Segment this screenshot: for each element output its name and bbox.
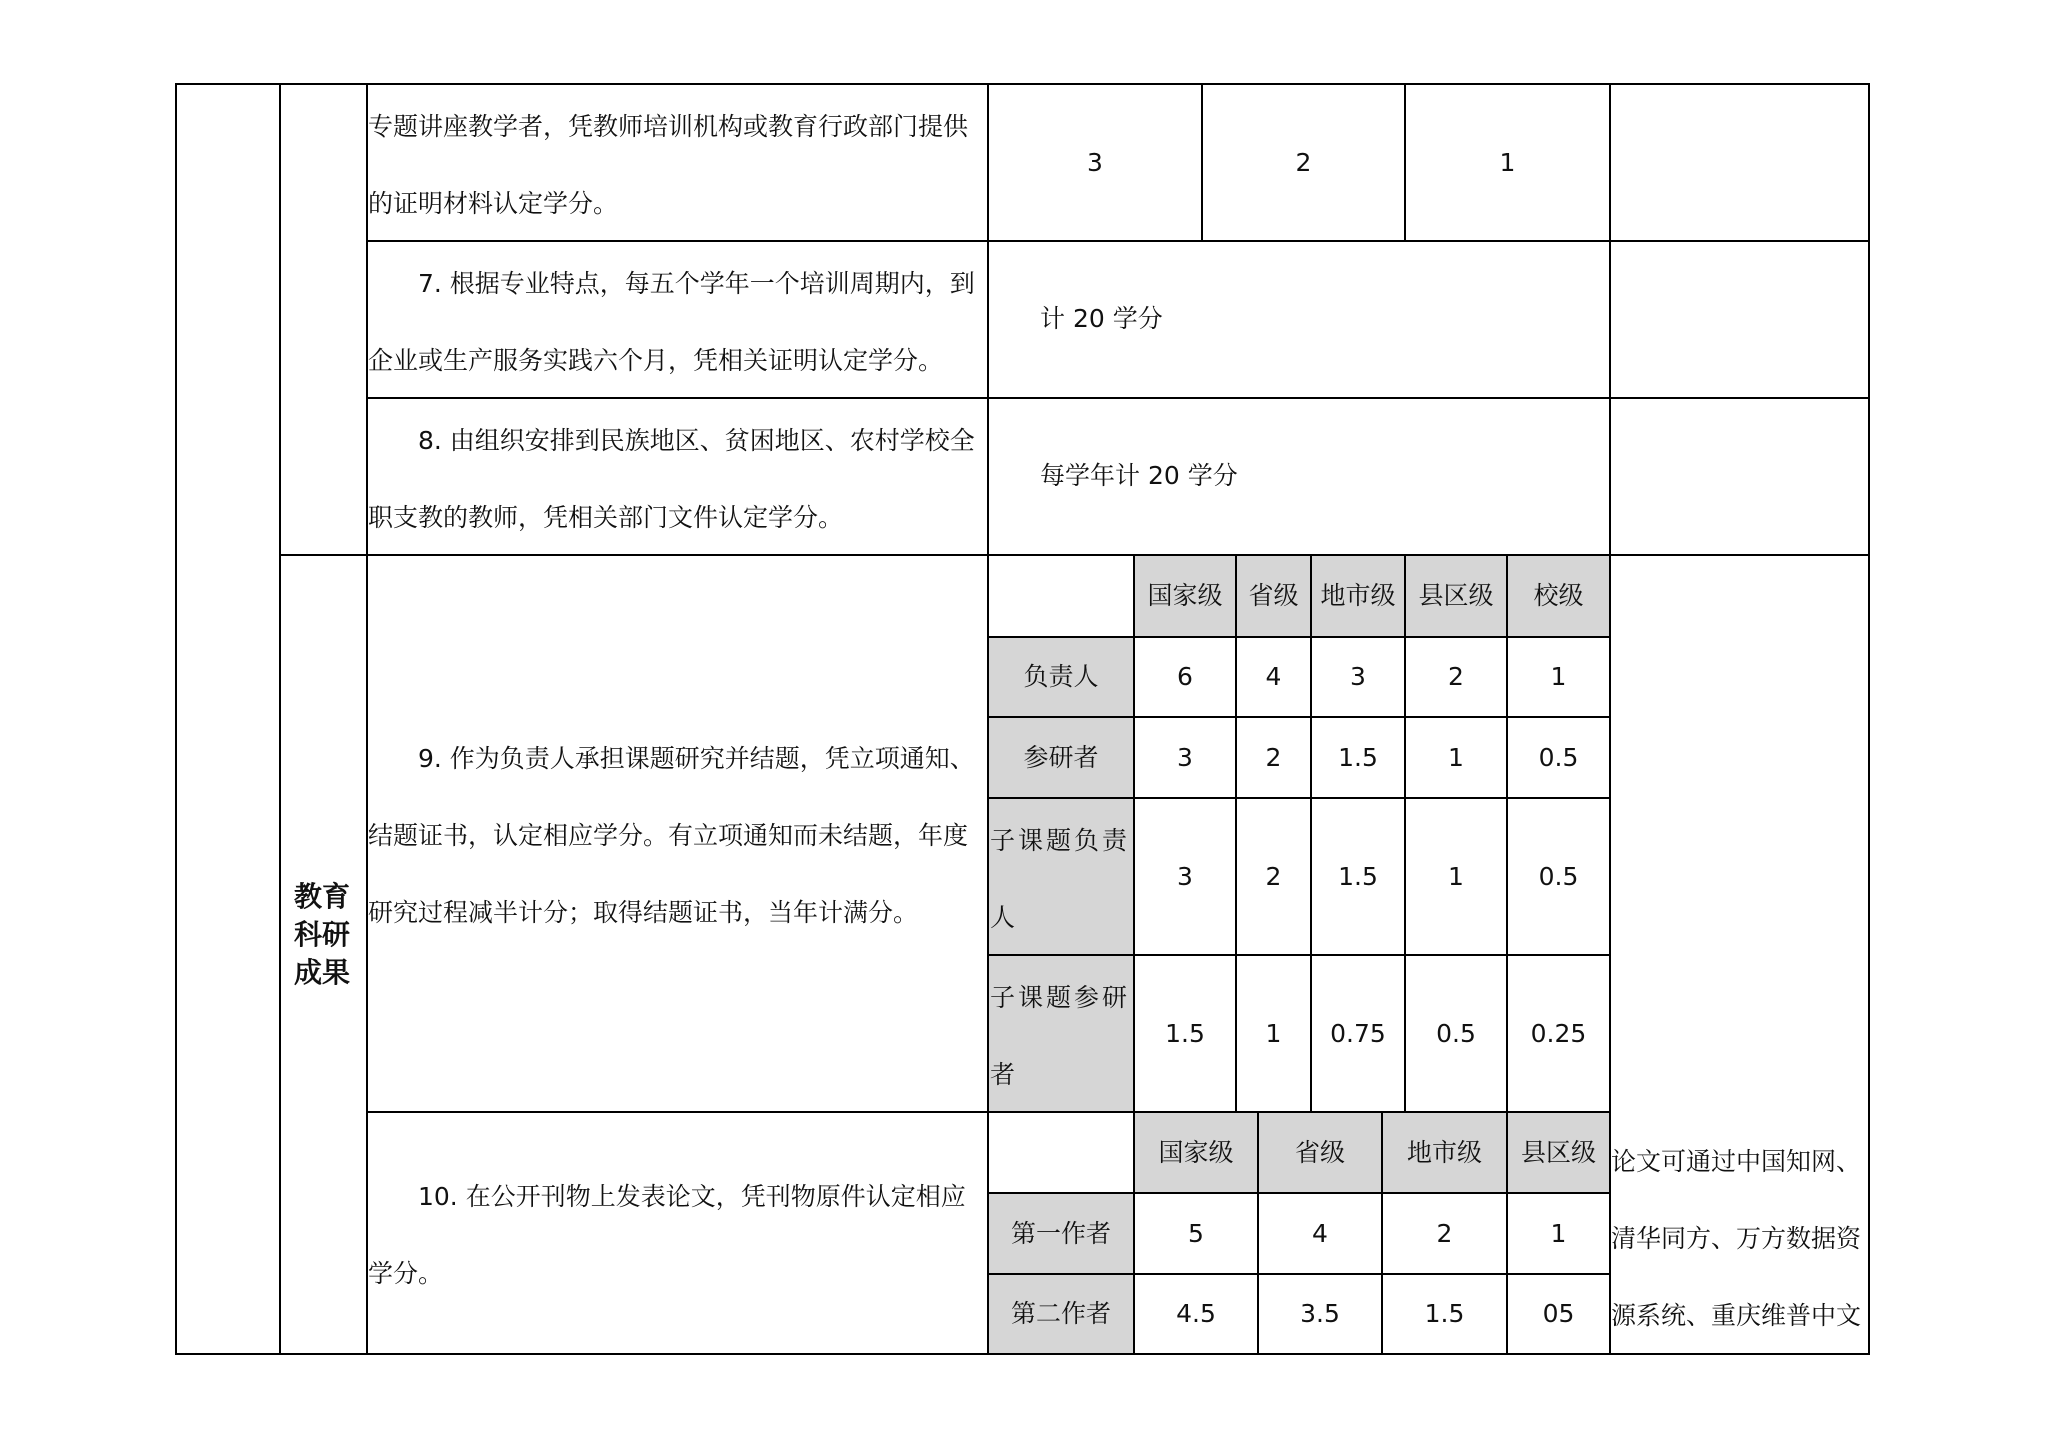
row7-credit: 计 20 学分: [1040, 304, 1163, 333]
row9-header-school: 校级: [1533, 581, 1584, 610]
row9-participant-national: 3: [1177, 742, 1193, 772]
row9-leader-provincial: 4: [1265, 662, 1282, 691]
category-line-3: 成果: [294, 956, 351, 989]
row9-role-sub-participant-line-2: 者: [990, 1060, 1016, 1089]
row9-role-sub-leader-line-2: 人: [990, 903, 1016, 932]
row9-header-city: 地市级: [1320, 581, 1396, 610]
row10-first-national: 5: [1188, 1218, 1204, 1248]
row10-desc-line-2: 学分。: [368, 1259, 444, 1288]
row10-description: [368, 1158, 966, 1312]
row9-sub-participant-provincial: 1: [1265, 1018, 1282, 1048]
row9-header-national: 国家级: [1147, 581, 1223, 610]
row-top-description: [368, 88, 968, 242]
row-top-value-3: 1: [1499, 147, 1516, 177]
row-top-value-2: 2: [1295, 147, 1312, 177]
row9-sub-leader-provincial: 2: [1265, 861, 1282, 891]
row9-participant-county: 1: [1448, 742, 1464, 772]
row9-leader-school: 1: [1550, 662, 1567, 691]
row10-header-city: 地市级: [1406, 1137, 1482, 1167]
row10-role-first-author: 第一作者: [1010, 1218, 1111, 1248]
row10-second-national: 4.5: [1176, 1299, 1216, 1328]
row9-sub-leader-school: 0.5: [1538, 861, 1579, 891]
row9-leader-county: 2: [1448, 662, 1464, 691]
row9-sub-participant-national: 1.5: [1165, 1018, 1205, 1048]
row-top-desc-line-1: 专题讲座教学者，凭教师培训机构或教育行政部门提供: [368, 112, 969, 141]
row10-header-national: 国家级: [1158, 1137, 1234, 1167]
row9-desc-line-1: 9. 作为负责人承担课题研究并结题，凭立项通知、: [418, 744, 975, 773]
row10-header-county: 县区级: [1520, 1137, 1596, 1167]
row7-desc-line-2: 企业或生产服务实践六个月，凭相关证明认定学分。: [368, 346, 944, 375]
row9-sub-participant-city: 0.75: [1330, 1018, 1386, 1048]
row8-desc-line-1: 8. 由组织安排到民族地区、贫困地区、农村学校全: [418, 426, 975, 455]
row9-header-county: 县区级: [1418, 581, 1494, 610]
row9-sub-leader-national: 3: [1177, 861, 1193, 891]
row10-role-second-author: 第二作者: [1010, 1299, 1111, 1328]
row10-header-provincial: 省级: [1294, 1137, 1345, 1167]
row10-desc-line-1: 10. 在公开刊物上发表论文，凭刊物原件认定相应: [418, 1182, 966, 1211]
row10-second-city: 1.5: [1424, 1299, 1465, 1328]
row9-participant-provincial: 2: [1265, 742, 1282, 772]
row10-first-provincial: 4: [1312, 1218, 1328, 1248]
row9-sub-participant-school: 0.25: [1530, 1018, 1587, 1048]
row7-description: [368, 245, 975, 399]
row9-role-participant: 参研者: [1023, 742, 1099, 772]
row10-first-city: 2: [1436, 1218, 1453, 1248]
row10-note-line-1: 论文可通过中国知网、: [1611, 1147, 1862, 1176]
row-top-value-1: 3: [1087, 147, 1103, 177]
row9-sub-participant-county: 0.5: [1436, 1018, 1476, 1048]
row8-desc-line-2: 职支教的教师，凭相关部门文件认定学分。: [368, 503, 844, 532]
row10-note: [1611, 1123, 1861, 1354]
row9-role-leader: 负责人: [1023, 662, 1099, 691]
category-line-1: 教育: [294, 880, 351, 913]
row7-desc-line-1: 7. 根据专业特点，每五个学年一个培训周期内，到: [418, 269, 975, 298]
row-top-desc-line-2: 的证明材料认定学分。: [368, 189, 619, 218]
row8-description: [368, 402, 975, 556]
row9-participant-city: 1.5: [1338, 742, 1378, 772]
row9-desc-line-2: 结题证书，认定相应学分。有立项通知而未结题，年度: [368, 821, 969, 850]
row9-role-sub-participant-line-1: 子课题参研: [990, 983, 1131, 1012]
rule-v-right: [1868, 83, 1870, 1355]
row10-second-provincial: 3.5: [1300, 1299, 1340, 1328]
row10-note-line-2: 清华同方、万方数据资: [1611, 1224, 1862, 1253]
rule-v-left: [175, 83, 177, 1355]
row9-sub-leader-county: 1: [1448, 861, 1464, 891]
row9-desc-line-3: 研究过程减半计分；取得结题证书，当年计满分。: [368, 898, 919, 927]
row9-description: [368, 720, 975, 951]
row9-sub-leader-city: 1.5: [1338, 861, 1378, 891]
row10-second-county: 05: [1542, 1299, 1575, 1328]
row9-leader-national: 6: [1177, 662, 1193, 691]
row9-role-sub-leader-line-1: 子课题负责: [990, 826, 1131, 855]
row9-participant-school: 0.5: [1538, 742, 1579, 772]
rule-v-cat: [279, 83, 281, 1355]
row9-header-provincial: 省级: [1248, 581, 1299, 610]
row8-credit: 每学年计 20 学分: [1040, 461, 1238, 490]
row10-first-county: 1: [1550, 1218, 1567, 1248]
category-line-2: 科研: [294, 918, 351, 951]
category-research-results: [294, 878, 350, 992]
row9-leader-city: 3: [1350, 662, 1366, 691]
row10-note-line-3: 源系统、重庆维普中文: [1611, 1301, 1862, 1330]
